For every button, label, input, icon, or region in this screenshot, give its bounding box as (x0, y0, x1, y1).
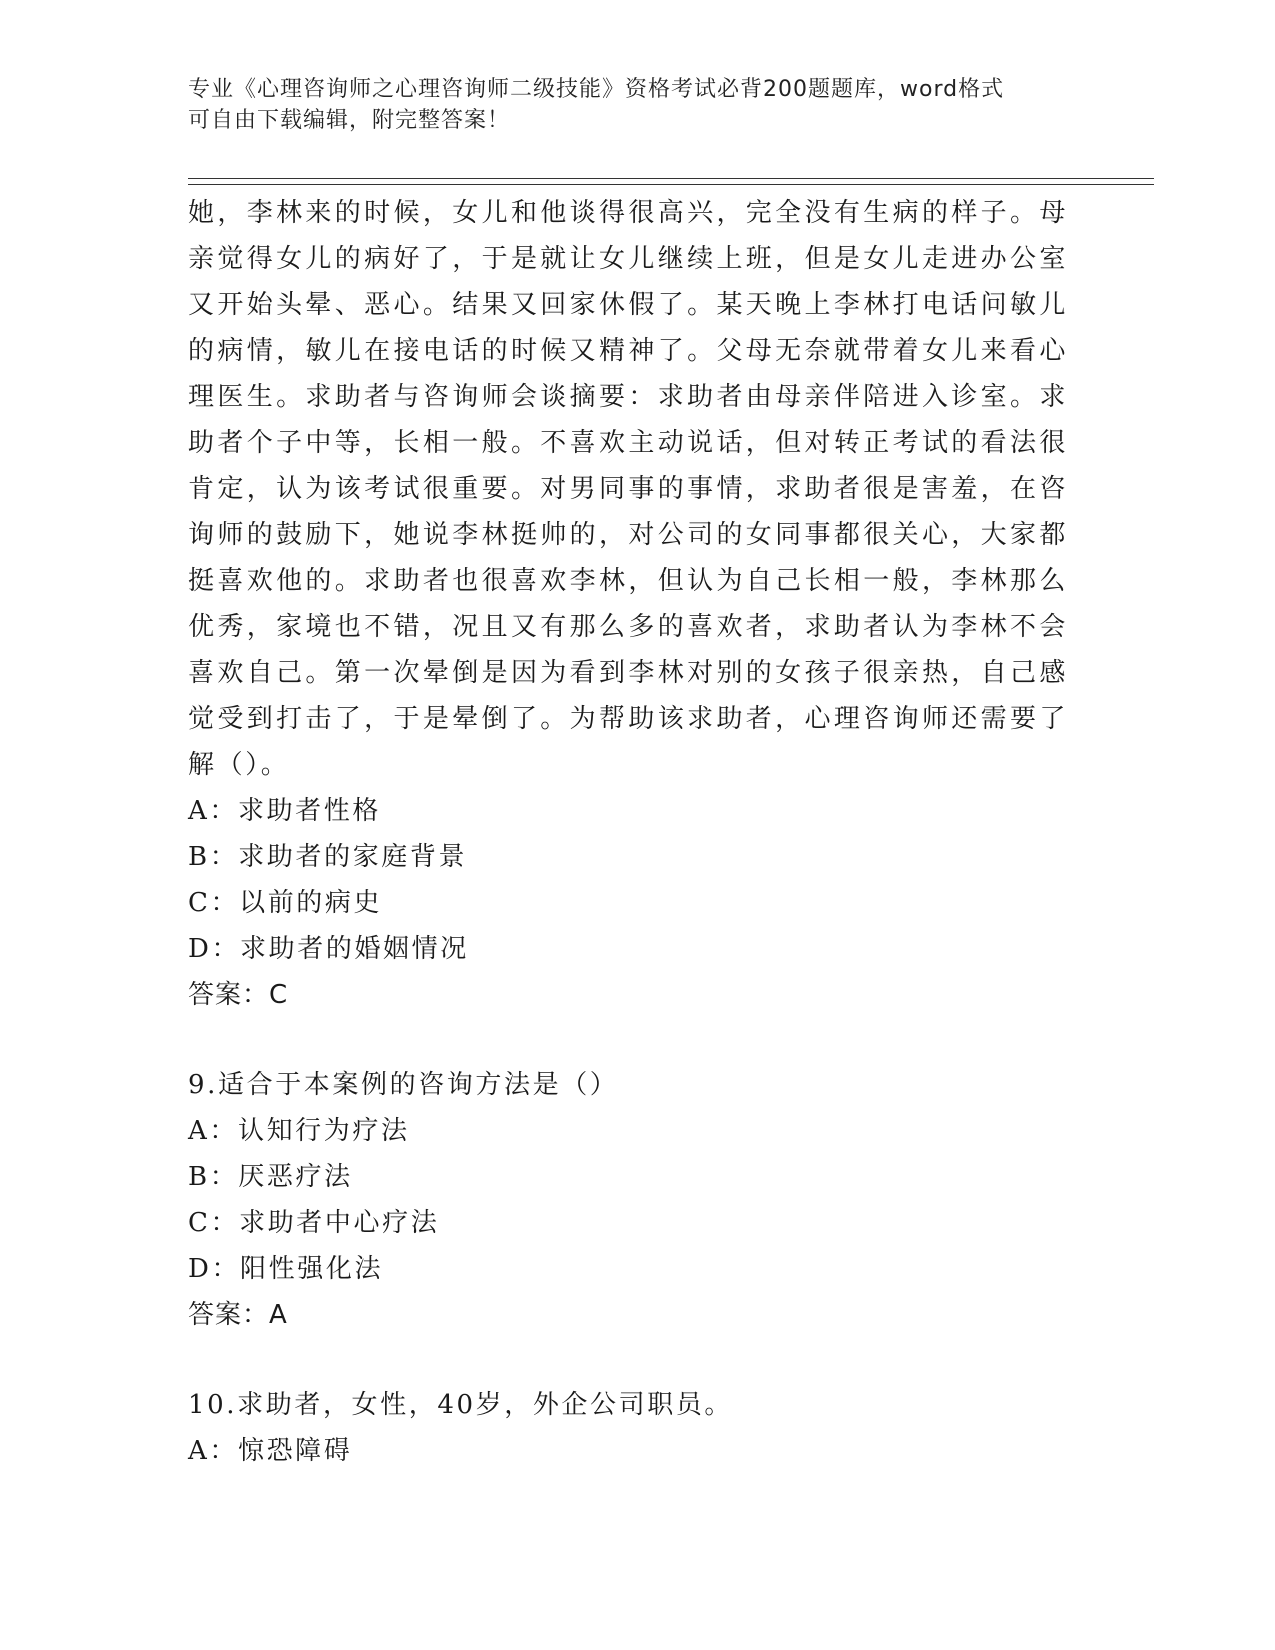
q8-answer: 答案：C (188, 980, 289, 1010)
q8-option-d: D：求助者的婚姻情况 (188, 934, 469, 964)
spacer (188, 1338, 1068, 1382)
q9-answer: 答案：A (188, 1300, 288, 1330)
spacer (188, 1018, 1068, 1062)
q8-option-b: B：求助者的家庭背景 (188, 842, 468, 872)
header-title-line-1: 专业《心理咨询师之心理咨询师二级技能》资格考试必背200题题库，word格式 (188, 77, 1005, 102)
q9-option-a: A：认知行为疗法 (188, 1116, 410, 1146)
q9-option-d: D：阳性强化法 (188, 1254, 384, 1284)
q8-option-c: C：以前的病史 (188, 888, 383, 918)
header-rule-bottom (188, 184, 1154, 185)
q9-option-c: C：求助者中心疗法 (188, 1208, 440, 1238)
header-title-line-2: 可自由下载编辑，附完整答案！ (188, 108, 511, 133)
case-passage: 她，李林来的时候，女儿和他谈得很高兴，完全没有生病的样子。母亲觉得女儿的病好了，于是就让女儿继续上班，但是女儿走进办公室又开始头晕、恶心。结果又回家休假了。某天晚上李林打电话问敏儿的病情，敏儿在接电话的时候又精神了。父母无奈就带着女儿来看心理医生。求助者与咨询师会谈摘要：求助者由母亲伴陪进入诊室。求助者个子中等，长相一般。不喜欢主动说话，但对转正考试的看法很肯定，认为该考试很重要。对男同事的事情，求助者很是害羞，在咨询师的鼓励下，她说李林挺帅的，对公司的女同事都很关心，大家都挺喜欢他的。求助者也很喜欢李林，但认为自己长相一般，李林那么优秀，家境也不错，况且又有那么多的喜欢者，求助者认为李林不会喜欢自己。第一次晕倒是因为看到李林对别的女孩子很亲热，自己感觉受到打击了，于是晕倒了。为帮助该求助者，心理咨询师还需要了解（）。 (188, 198, 1068, 780)
q10-question: 10.求助者，女性，40岁，外企公司职员。 (188, 1390, 734, 1420)
q8-option-a: A：求助者性格 (188, 796, 381, 826)
document-header (188, 74, 1068, 136)
document-body (188, 190, 1068, 1474)
q10-option-a: A：惊恐障碍 (188, 1436, 353, 1466)
header-rule-top (188, 178, 1154, 179)
q9-question: 9.适合于本案例的咨询方法是（） (188, 1070, 619, 1100)
q9-option-b: B：厌恶疗法 (188, 1162, 353, 1192)
